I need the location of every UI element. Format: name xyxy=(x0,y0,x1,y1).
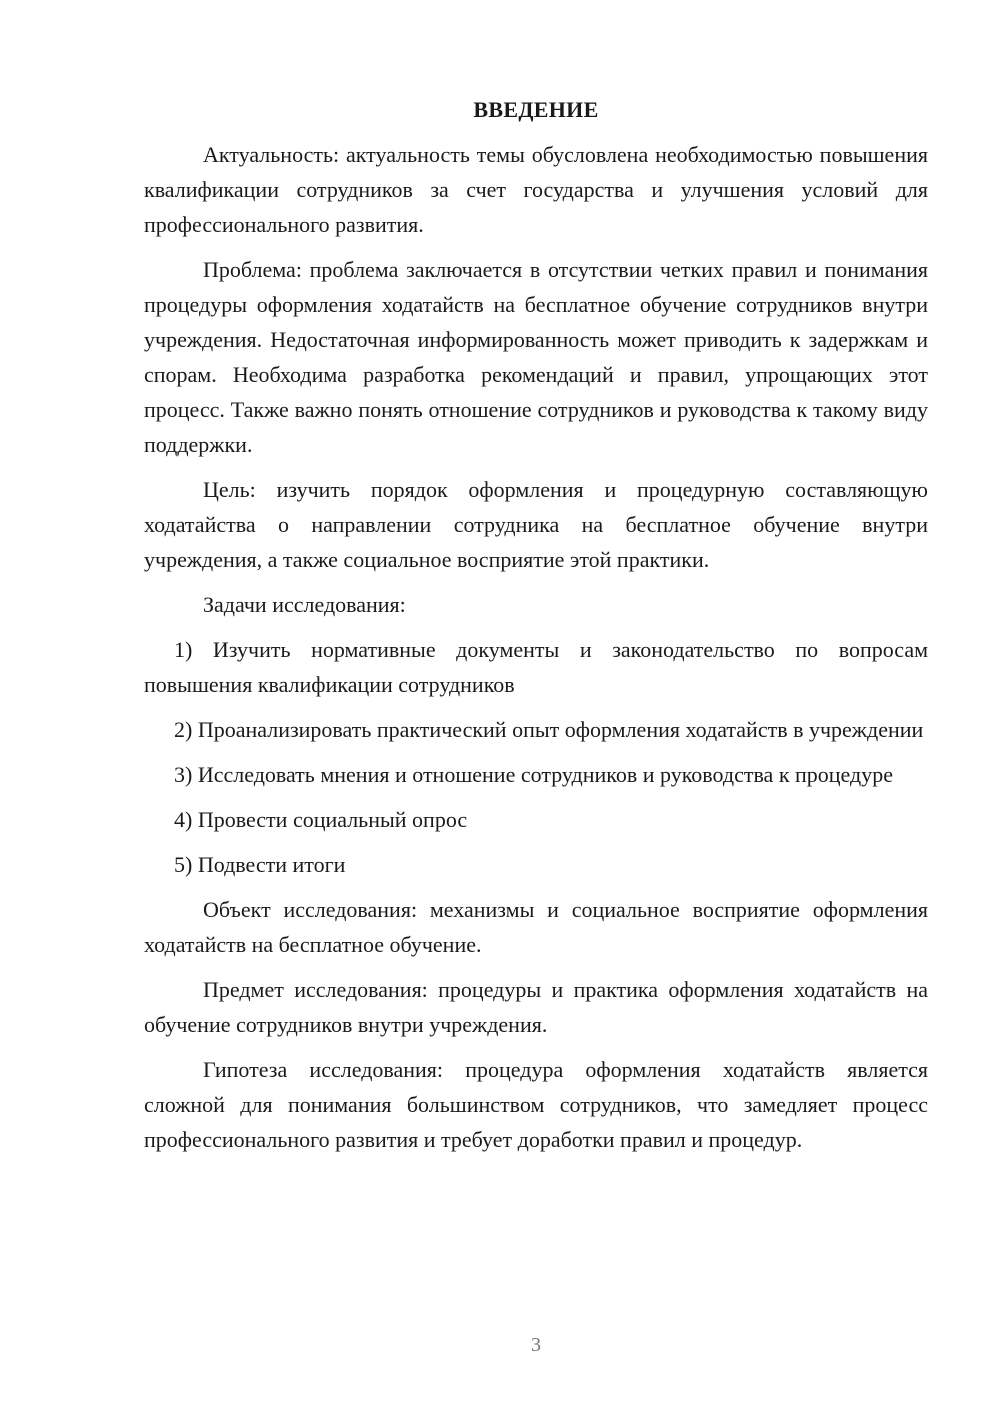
paragraph-goal: Цель: изучить порядок оформления и процедурную составляющую ходатайства о направлении сотрудника на бесплатное обучение внутри учреждения, а также социальное восприятие этой практики. xyxy=(144,477,928,572)
page-number: 3 xyxy=(531,1334,541,1356)
section-title: ВВЕДЕНИЕ xyxy=(473,97,599,122)
paragraph-problem: Проблема: проблема заключается в отсутствии четких правил и понимания процедуры оформления ходатайств на бесплатное обучение сотрудников внутри учреждения. Недостаточная информированность может приводить к задержкам и спорам. Необходима разработка рекомендаций и правил, упрощающих этот процесс. Также важно понять отношение сотрудников и руководства к такому виду поддержки. xyxy=(144,257,928,457)
paragraph-tasks-heading: Задачи исследования: xyxy=(203,592,406,617)
paragraph-hypothesis: Гипотеза исследования: процедура оформления ходатайств является сложной для понимания большинством сотрудников, что замедляет процесс профессионального развития и требует доработки правил и процедур. xyxy=(144,1057,928,1152)
task-item: 2) Проанализировать практический опыт оформления ходатайств в учреждении xyxy=(174,717,924,742)
paragraph-object: Объект исследования: механизмы и социальное восприятие оформления ходатайств на бесплатное обучение. xyxy=(144,897,928,957)
paragraph-relevance: Актуальность: актуальность темы обусловлена необходимостью повышения квалификации сотрудников за счет государства и улучшения условий для профессионального развития. xyxy=(144,142,928,237)
paragraph-subject: Предмет исследования: процедуры и практика оформления ходатайств на обучение сотрудников внутри учреждения. xyxy=(144,977,928,1037)
task-item: 5) Подвести итоги xyxy=(174,852,346,877)
task-item: 4) Провести социальный опрос xyxy=(174,807,468,832)
document-page xyxy=(144,92,928,1167)
task-item: 3) Исследовать мнения и отношение сотрудников и руководства к процедуре xyxy=(174,762,893,787)
task-item: 1) Изучить нормативные документы и законодательство по вопросам повышения квалификации сотрудников xyxy=(144,637,928,697)
